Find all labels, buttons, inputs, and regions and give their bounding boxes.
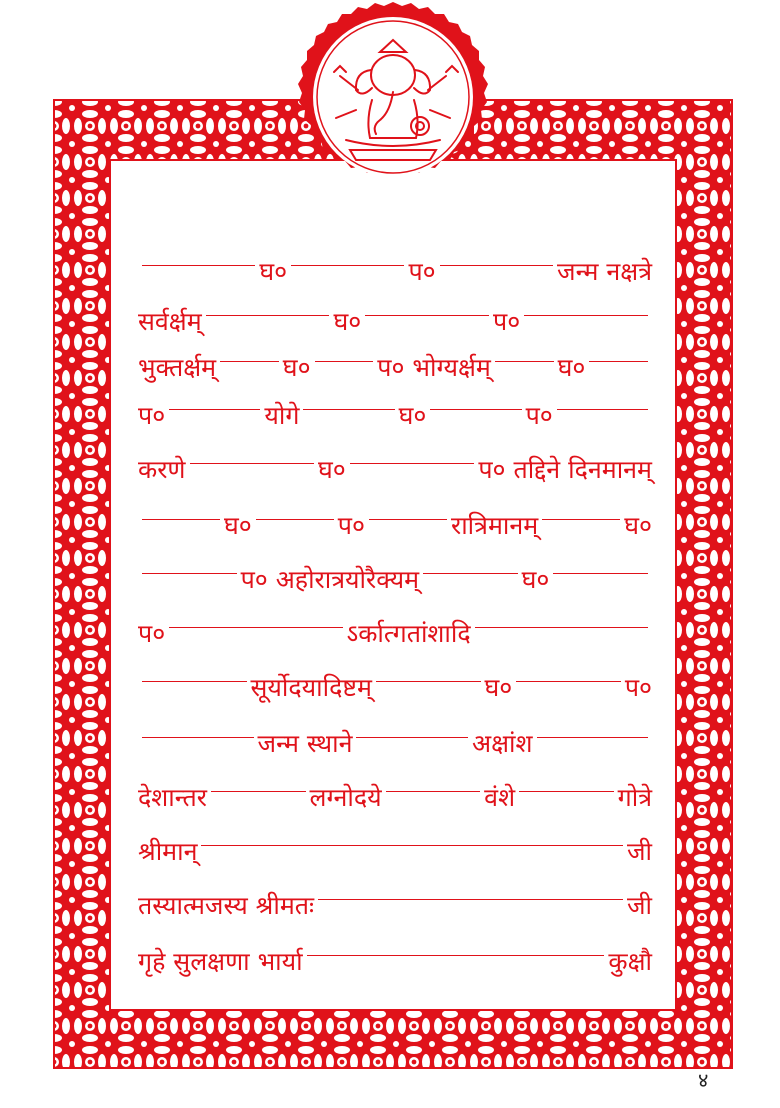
- fill-in-blank[interactable]: [142, 681, 247, 682]
- field-label: गोत्रे: [617, 783, 652, 812]
- field-label: जी: [626, 837, 652, 866]
- fill-in-blank[interactable]: [356, 737, 468, 738]
- form-line-3: [138, 344, 652, 384]
- field-label: प०: [624, 673, 653, 702]
- field-label: योगे: [264, 401, 300, 430]
- fill-in-blank[interactable]: [142, 737, 254, 738]
- fill-in-blank[interactable]: [256, 519, 334, 520]
- fill-in-blank[interactable]: [369, 519, 447, 520]
- field-label: घ०: [282, 353, 311, 382]
- field-label: प०: [493, 307, 521, 336]
- field-label: देशान्तर: [138, 783, 207, 812]
- fill-in-blank[interactable]: [553, 573, 648, 574]
- fill-in-blank[interactable]: [315, 361, 374, 362]
- fill-in-blank[interactable]: [475, 627, 648, 628]
- fill-in-blank[interactable]: [537, 737, 649, 738]
- field-label: ऽर्कात्गतांशादि: [346, 619, 471, 648]
- fill-in-blank[interactable]: [589, 361, 648, 362]
- fill-in-blank[interactable]: [206, 315, 330, 316]
- field-label: घ०: [318, 455, 346, 484]
- fill-in-blank[interactable]: [350, 463, 475, 464]
- fill-in-blank[interactable]: [211, 791, 306, 792]
- fill-in-blank[interactable]: [307, 955, 605, 956]
- fill-in-blank[interactable]: [201, 845, 622, 846]
- field-label: लग्नोदये: [309, 783, 382, 812]
- fill-in-blank[interactable]: [169, 409, 260, 410]
- field-label: प०: [337, 511, 365, 540]
- form-line-11: [138, 774, 652, 814]
- field-label: भुक्तर्क्षम्: [138, 353, 217, 382]
- field-label: सर्वर्क्षम्: [138, 307, 202, 336]
- field-label: घ०: [484, 673, 513, 702]
- form-line-7: [138, 556, 652, 596]
- field-label: जन्म नक्षत्रे: [557, 257, 653, 286]
- field-label: कुक्षौ: [608, 947, 652, 976]
- form-line-6: [138, 502, 652, 542]
- fill-in-blank[interactable]: [291, 265, 404, 266]
- fill-in-blank[interactable]: [495, 361, 554, 362]
- form-line-4: [138, 392, 652, 432]
- field-label: प०: [138, 401, 166, 430]
- field-label: घ०: [521, 565, 550, 594]
- fill-in-blank[interactable]: [142, 519, 220, 520]
- form-line-5: [138, 446, 652, 486]
- fill-in-blank[interactable]: [318, 899, 623, 900]
- field-label: वंशे: [484, 783, 516, 812]
- fill-in-blank[interactable]: [142, 265, 255, 266]
- field-label: घ०: [259, 257, 288, 286]
- field-label: गृहे सुलक्षणा भार्या: [138, 947, 303, 976]
- field-label: घ०: [224, 511, 252, 540]
- fill-in-blank[interactable]: [365, 315, 489, 316]
- form-line-10: [138, 720, 652, 760]
- fill-in-blank[interactable]: [430, 409, 521, 410]
- fill-in-blank[interactable]: [519, 791, 614, 792]
- fill-in-blank[interactable]: [440, 265, 553, 266]
- field-label: प० तद्दिने दिनमानम्: [478, 455, 652, 484]
- form-line-1: [138, 248, 652, 288]
- form-line-2: [138, 298, 652, 338]
- field-label: सूर्योदयादिष्टम्: [250, 673, 372, 702]
- fill-in-blank[interactable]: [542, 519, 620, 520]
- field-label: प०: [525, 401, 553, 430]
- field-label: घ०: [398, 401, 427, 430]
- page-number: ४: [698, 1068, 709, 1092]
- fill-in-blank[interactable]: [423, 573, 518, 574]
- fill-in-blank[interactable]: [142, 573, 237, 574]
- fill-in-blank[interactable]: [190, 463, 315, 464]
- field-label: अक्षांश: [471, 729, 533, 758]
- fill-in-blank[interactable]: [169, 627, 342, 628]
- form-line-9: [138, 664, 652, 704]
- field-label: घ०: [557, 353, 586, 382]
- fill-in-blank[interactable]: [386, 791, 481, 792]
- field-label: जी: [626, 891, 652, 920]
- fill-in-blank[interactable]: [220, 361, 279, 362]
- fill-in-blank[interactable]: [376, 681, 481, 682]
- fill-in-blank[interactable]: [524, 315, 648, 316]
- field-label: तस्यात्मजस्य श्रीमतः: [138, 891, 315, 920]
- field-label: प० अहोरात्रयोरैक्यम्: [240, 565, 420, 594]
- field-label: रात्रिमानम्: [450, 511, 539, 540]
- field-label: प० भोग्यर्क्षम्: [377, 353, 491, 382]
- field-label: प०: [408, 257, 436, 286]
- field-label: जन्म स्थाने: [257, 729, 353, 758]
- field-label: करणे: [138, 455, 186, 484]
- fill-in-blank[interactable]: [303, 409, 394, 410]
- field-label: श्रीमान्: [138, 837, 198, 866]
- fill-in-blank[interactable]: [557, 409, 648, 410]
- field-label: घ०: [624, 511, 652, 540]
- form-line-13: [138, 882, 652, 922]
- field-label: प०: [138, 619, 166, 648]
- fill-in-blank[interactable]: [516, 681, 621, 682]
- field-label: घ०: [333, 307, 362, 336]
- form-line-14: [138, 938, 652, 978]
- form-line-8: [138, 610, 652, 650]
- form-line-12: [138, 828, 652, 868]
